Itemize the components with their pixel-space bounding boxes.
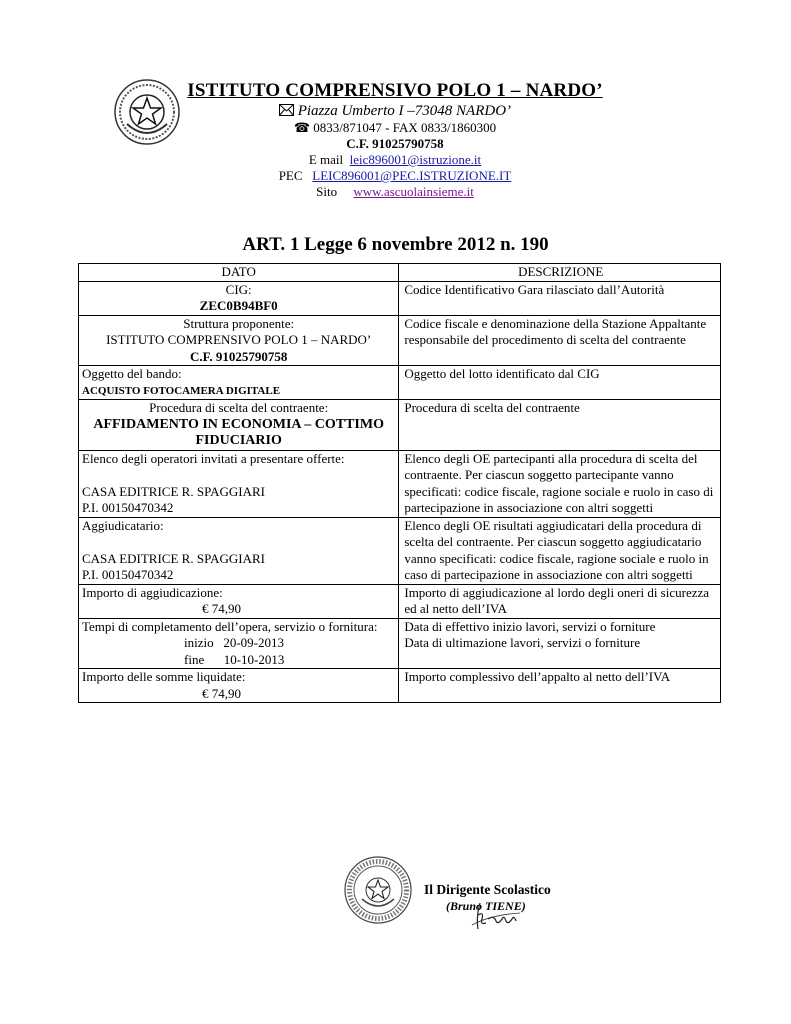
school-phone: ☎ 0833/871047 - FAX 0833/1860300	[293, 120, 497, 135]
col-header-dato: DATO	[79, 264, 399, 282]
site-link[interactable]: www.ascuolainsieme.it	[353, 184, 474, 199]
table-row	[79, 669, 721, 703]
handwritten-signature-icon	[450, 895, 540, 935]
invitati-label: Elenco degli operatori invitati a presentare offerte:	[82, 450, 345, 466]
school-name: ISTITUTO COMPRENSIVO POLO 1 – NARDO’	[187, 80, 603, 101]
school-address: Piazza Umberto I –73048 NARDO’	[180, 102, 610, 120]
struttura-cf: C.F. 91025790758	[189, 348, 288, 364]
cig-desc: Codice Identificativo Gara rilasciato dall’Autorità	[399, 281, 721, 315]
invitati-desc: Elenco degli OE partecipanti alla procedura di scelta del contraente. Per ciascun soggetto partecipante vanno specificati: codice fiscale, ragione sociale e ruolo in caso di partecipazione in associazione con altri soggetti	[399, 450, 721, 517]
signatory-role: Il Dirigente Scolastico	[424, 882, 551, 897]
signatory-name: (Bruno TIENE)	[446, 899, 526, 913]
table-row	[79, 618, 721, 669]
document-title: ART. 1 Legge 6 novembre 2012 n. 190	[242, 234, 549, 255]
oggetto-value: ACQUISTO FOTOCAMERA DIGITALE	[82, 384, 281, 397]
procedura-desc: Procedura di scelta del contraente	[399, 400, 721, 451]
table-row	[79, 584, 721, 618]
school-cf: C.F. 91025790758	[346, 136, 444, 151]
col-header-descrizione: DESCRIZIONE	[399, 264, 721, 282]
telephone-icon: ☎	[293, 120, 311, 135]
cig-value: ZEC0B94BF0	[199, 298, 278, 313]
cig-label: CIG:	[225, 281, 252, 297]
table-header-row	[79, 264, 721, 282]
oggetto-desc: Oggetto del lotto identificato dal CIG	[399, 366, 721, 400]
importo-aggiudicazione-label: Importo di aggiudicazione:	[82, 584, 223, 600]
struttura-desc: Codice fiscale e denominazione della Stazione Appaltante responsabile del procedimento di scelta del contraente	[399, 315, 721, 366]
school-header	[180, 80, 610, 200]
invitati-company: CASA EDITRICE R. SPAGGIARI	[82, 483, 265, 499]
republic-emblem-icon	[113, 78, 181, 146]
importo-aggiudicazione-value: € 74,90	[202, 601, 241, 616]
tempi-desc-fine: Data di ultimazione lavori, servizi o forniture	[404, 635, 641, 650]
aggiudicatario-company: CASA EDITRICE R. SPAGGIARI	[82, 550, 265, 566]
importo-aggiudicazione-desc: Importo di aggiudicazione al lordo degli oneri di sicurezza ed al netto dell’IVA	[399, 584, 721, 618]
somme-liquidate-value: € 74,90	[202, 685, 241, 701]
school-site: Sito www.ascuolainsieme.it	[316, 184, 474, 199]
somme-liquidate-desc: Importo complessivo dell’appalto al netto dell’IVA	[399, 669, 721, 703]
pec-link[interactable]: LEIC896001@PEC.ISTRUZIONE.IT	[312, 168, 512, 183]
tempi-fine: fine 10-10-2013	[184, 651, 285, 667]
procedura-label: Procedura di scelta del contraente:	[149, 400, 329, 415]
email-link[interactable]: leic896001@istruzione.it	[349, 152, 482, 167]
aggiudicatario-pi: P.I. 00150470342	[82, 567, 174, 582]
aggiudicatario-desc: Elenco degli OE risultati aggiudicatari della procedura di scelta del contraente. Per ciascun soggetto aggiudicatario vanno specificati: codice fiscale, ragione sociale e ruolo in caso di partecipazione in associazione con altri soggetti	[399, 517, 721, 584]
table-row	[79, 281, 721, 315]
school-pec: PEC LEIC896001@PEC.ISTRUZIONE.IT	[278, 168, 512, 183]
table-row	[79, 517, 721, 584]
tempi-desc-inizio: Data di effettivo inizio lavori, servizi o forniture	[404, 618, 656, 634]
tempi-inizio: inizio 20-09-2013	[184, 635, 285, 650]
school-stamp-icon	[343, 855, 413, 925]
table-row	[79, 315, 721, 366]
table-row	[79, 450, 721, 517]
procedura-value: AFFIDAMENTO IN ECONOMIA – COTTIMO FIDUCIARIO	[93, 416, 384, 448]
table-row	[79, 366, 721, 400]
aggiudicatario-label: Aggiudicatario:	[82, 517, 164, 533]
struttura-label: Struttura proponente:	[183, 315, 295, 331]
transparency-table	[78, 263, 721, 703]
school-email: E mail leic896001@istruzione.it	[308, 152, 482, 167]
envelope-icon	[279, 104, 294, 116]
somme-liquidate-label: Importo delle somme liquidate:	[82, 669, 246, 684]
struttura-name: ISTITUTO COMPRENSIVO POLO 1 – NARDO’	[106, 332, 372, 347]
invitati-pi: P.I. 00150470342	[82, 500, 174, 515]
table-row	[79, 400, 721, 451]
oggetto-label: Oggetto del bando:	[82, 366, 182, 381]
tempi-label: Tempi di completamento dell’opera, servizio o fornitura:	[82, 618, 378, 634]
